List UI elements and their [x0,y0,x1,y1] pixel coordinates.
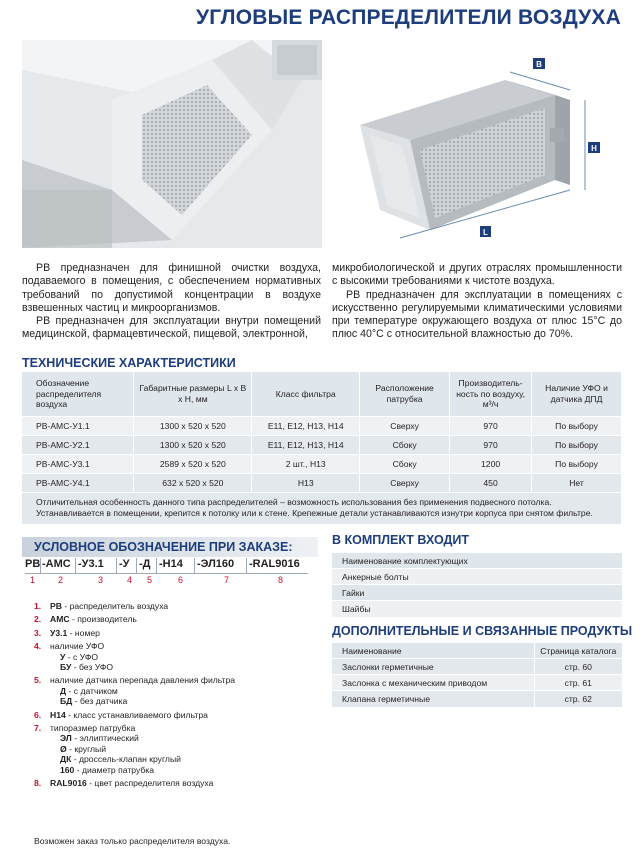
legend-code: У3.1 [50,627,68,638]
table-cell: Заслонки герметичные [332,659,534,675]
table-row [22,454,622,473]
table-cell: Клапана герметичные [332,691,534,707]
legend-item [34,614,314,624]
table-cell: 2 шт., H13 [252,454,360,473]
table-cell: По выбору [532,416,622,435]
table-cell: По выбору [532,454,622,473]
kit-heading: В КОМПЛЕКТ ВХОДИТ [332,533,470,547]
table-cell: Сбоку [360,435,450,454]
legend-number: 6. [34,709,42,720]
legend-text: - с датчиком [66,685,118,696]
table-row [332,691,622,707]
legend-code: АМС [50,614,70,625]
table-cell: Шайбы [332,601,622,617]
code-segment: -Н14 [159,558,195,574]
intro-right-column [332,262,622,342]
legend-item [34,778,314,788]
table-cell: Наименование комплектующих [332,553,622,569]
dimension-diagram [340,40,625,248]
table-cell: РВ-АМС-У2.1 [22,435,134,454]
table-row [332,553,622,569]
table-row [332,569,622,585]
legend-item [34,710,314,720]
legend-number: 5. [34,675,42,686]
intro-left-column [22,262,321,342]
table-cell: РВ-АМС-У1.1 [22,416,134,435]
intro-paragraph-3: микробиологической и других отраслях промышленности с высокими требованиями к чистоте воздуха. [332,262,622,288]
table-cell: 1200 [450,454,532,473]
code-segment: -У3.1 [78,558,117,574]
legend-code: RAL9016 [50,778,87,789]
order-legend [34,601,314,792]
table-cell: Нет [532,473,622,492]
legend-item [34,601,314,611]
table-cell: Заслонка с механическим приводом [332,675,534,691]
legend-text: - производитель [69,614,137,625]
code-segment: -У [119,558,137,574]
legend-code: РВ [50,601,62,611]
table-cell: Сверху [360,473,450,492]
code-number: 8 [278,575,284,585]
legend-item [34,641,314,672]
code-number: 2 [58,575,64,585]
table-cell: 1300 x 520 x 520 [134,435,252,454]
legend-number: 4. [34,641,42,652]
table-cell: Анкерные болты [332,569,622,585]
code-segment: -Д [139,558,157,574]
table-cell: E11, E12, H13, H14 [252,416,360,435]
tech-heading: ТЕХНИЧЕСКИЕ ХАРАКТЕРИСТИКИ [22,356,236,370]
code-segment: РВ [25,558,41,574]
order-heading: УСЛОВНОЕ ОБОЗНАЧЕНИЕ ПРИ ЗАКАЗЕ: [34,540,293,554]
legend-text: - номер [67,627,100,638]
related-table [332,642,622,707]
legend-number: 1. [34,601,42,611]
legend-code: Н14 [50,709,66,720]
table-cell: Гайки [332,585,622,601]
dimension-h-label: H [591,144,597,153]
tech-header-cell: Габаритные размеры L x B x H, мм [134,372,252,416]
dimension-b-label: B [536,60,542,69]
code-segment: -RAL9016 [249,558,300,570]
legend-item [34,675,314,706]
legend-code: У [60,651,66,662]
code-segment: -АМС [42,558,76,574]
table-cell: стр. 60 [534,659,622,675]
table-cell: 970 [450,435,532,454]
legend-text: наличие датчика перепада давления фильтра [50,675,236,686]
legend-code: Д [60,685,67,696]
table-row [22,435,622,454]
code-divider [25,573,308,574]
tech-header-cell: Наличие УФО и датчика ДПД [532,372,622,416]
legend-text: - круглый [66,743,107,754]
tech-header-cell: Расположение патрубка [360,372,450,416]
code-segment: -ЭЛ160 [197,558,247,574]
code-number: 7 [224,575,230,585]
table-cell: 970 [450,416,532,435]
code-number: 4 [127,575,133,585]
legend-text: - дроссель-клапан круглый [71,754,181,765]
legend-text: - класс устанавливаемого фильтра [65,709,208,720]
legend-item [34,628,314,638]
legend-code: 160 [60,764,75,775]
legend-text: - диаметр патрубка [74,764,154,775]
legend-text: типоразмер патрубка [50,723,136,734]
table-cell: стр. 62 [534,691,622,707]
legend-number: 8. [34,778,42,789]
legend-text: - без УФО [71,662,114,673]
table-row [332,675,622,691]
table-note-row [22,492,622,524]
page-title: УГЛОВЫЕ РАСПРЕДЕЛИТЕЛИ ВОЗДУХА [195,6,621,29]
legend-number: 7. [34,723,42,734]
legend-number: 3. [34,627,42,638]
code-number: 5 [147,575,153,585]
related-heading: ДОПОЛНИТЕЛЬНЫЕ И СВЯЗАННЫЕ ПРОДУКТЫ [332,624,633,638]
intro-paragraph-2: РВ предназначен для эксплуатации внутри помещений медицинской, фармацевтической, пищевой, электронной, [22,315,321,341]
legend-code: БД [60,696,73,707]
footer-note: Возможен заказ только распределителя воздуха. [34,836,231,846]
tech-header-cell: Производитель-ность по воздуху, м³/ч [450,372,532,416]
legend-item [34,723,314,775]
legend-text: - цвет распределителя воздуха [86,778,214,789]
dimension-l-label: L [483,228,488,237]
table-cell: По выбору [532,435,622,454]
code-number: 6 [178,575,184,585]
tech-header-cell: Класс фильтра [252,372,360,416]
table-header-row [332,643,622,659]
table-row [332,659,622,675]
legend-text: наличие УФО [50,641,105,652]
code-number: 3 [98,575,104,585]
table-row [22,473,622,492]
table-cell: Сверху [360,416,450,435]
table-cell: Сбоку [360,454,450,473]
legend-code: Ø [60,743,67,754]
table-cell: РВ-АМС-У3.1 [22,454,134,473]
legend-code: ДК [60,754,72,765]
legend-text: - эллиптический [71,733,139,744]
table-cell: 450 [450,473,532,492]
table-row [332,585,622,601]
table-cell: H13 [252,473,360,492]
table-row [22,416,622,435]
tech-note: Отличительная особенность данного типа распределителей – возможность использования без применения подвесного потолка. Устанавливается в помещении, крепится к потолку или к стене. Крепежные детали устанавливаются изнутри корпуса при снятом фильтре. [22,492,622,524]
tech-header-cell: Обозначение распределителя воздуха [22,372,134,416]
table-cell: 2589 x 520 x 520 [134,454,252,473]
intro-paragraph-4: РВ предназначен для эксплуатации в помещениях с искусственно регулируемыми климатическими условиями при температуре окружающего воздуха от плюс 15°С до плюс 40°С с относительной влажностью до 70%. [332,288,622,341]
legend-text: - с УФО [65,651,99,662]
legend-text: - без датчика [72,696,128,707]
table-cell: E11, E12, H13, H14 [252,435,360,454]
code-number: 1 [30,575,36,585]
table-header-cell: Страница каталога [534,643,622,659]
table-header-cell: Наименование [332,643,534,659]
intro-paragraph-1: РВ предназначен для финишной очистки воздуха, подаваемого в помещения, с обеспечением нормативных требований по допустимой концентрации в воздухе взвешенных частиц и микроорганизмов. [22,262,321,314]
kit-table [332,552,622,617]
tech-table [22,372,622,524]
installation-photo [22,40,322,248]
legend-code: ЭЛ [60,733,72,744]
table-cell: РВ-АМС-У4.1 [22,473,134,492]
table-cell: стр. 61 [534,675,622,691]
legend-code: БУ [60,662,72,673]
table-row [332,601,622,617]
table-cell: 1300 x 520 x 520 [134,416,252,435]
legend-number: 2. [34,614,42,625]
legend-text: - распределитель воздуха [61,601,169,611]
table-cell: 632 x 520 x 520 [134,473,252,492]
